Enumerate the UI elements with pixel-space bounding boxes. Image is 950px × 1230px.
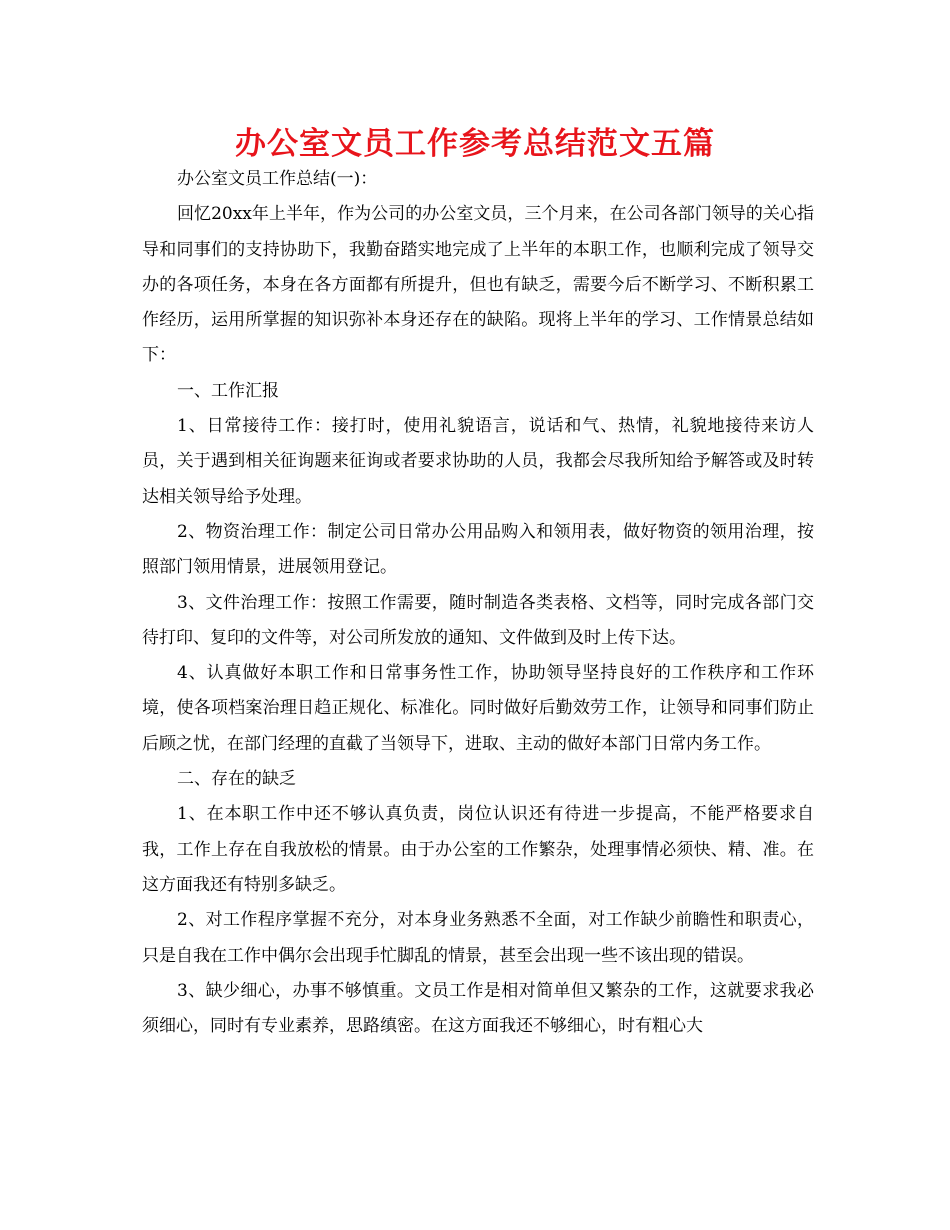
paragraph-intro: 回忆20xx年上半年，作为公司的办公室文员，三个月来，在公司各部门领导的关心指导和同事们的支持协助下，我勤奋踏实地完成了上半年的本职工作，也顺利完成了领导交办的各项任务，本身在各方面都有所提升，但也有缺乏，需要今后不断学习、不断积累工作经历，运用所掌握的知识弥补本身还存在的缺陷。现将上半年的学习、工作情景总结如下： [142, 204, 814, 366]
document-title: 办公室文员工作参考总结范文五篇 [235, 126, 715, 162]
paragraph-shortcoming-3: 3、缺少细心，办事不够慎重。文员工作是相对简单但又繁杂的工作，这就要求我必须细心，同时有专业素养，思路缜密。在这方面我还不够细心，时有粗心大 [142, 980, 814, 1037]
paragraph-item-supplies: 2、物资治理工作：制定公司日常办公用品购入和领用表，做好物资的领用治理，按照部门领用情景，进展领用登记。 [142, 521, 814, 578]
paragraph-shortcoming-1: 1、在本职工作中还不够认真负责，岗位认识还有待进一步提高，不能严格要求自我，工作上存在自我放松的情景。由于办公室的工作繁杂，处理事情必须快、精、准。在这方面我还有特别多缺乏。 [142, 804, 814, 895]
paragraph-item-documents: 3、文件治理工作：按照工作需要，随时制造各类表格、文档等，同时完成各部门交待打印、复印的文件等，对公司所发放的通知、文件做到及时上传下达。 [142, 592, 814, 648]
paragraph-section-heading: 办公室文员工作总结(一)： [177, 169, 378, 189]
document-body [142, 162, 814, 1044]
paragraph-heading-shortcomings: 二、存在的缺乏 [177, 769, 296, 790]
paragraph-item-reception: 1、日常接待工作：接打时，使用礼貌语言，说话和气、热情，礼貌地接待来访人员，关于遇到相关征询题来征询或者要求协助的人员，我都会尽我所知给予解答或及时转达相关领导给予处理。 [142, 416, 814, 507]
paragraph-item-daily-affairs: 4、认真做好本职工作和日常事务性工作，协助领导坚持良好的工作秩序和工作环境，使各项档案治理日趋正规化、标准化。同时做好后勤效劳工作，让领导和同事们防止后顾之忧，在部门经理的直截了当领导下，进取、主动的做好本部门日常内务工作。 [142, 663, 814, 754]
paragraph-shortcoming-2: 2、对工作程序掌握不充分，对本身业务熟悉不全面，对工作缺少前瞻性和职责心，只是自我在工作中偶尔会出现手忙脚乱的情景，甚至会出现一些不该出现的错误。 [142, 910, 814, 966]
paragraph-heading-work-report: 一、工作汇报 [177, 380, 279, 401]
